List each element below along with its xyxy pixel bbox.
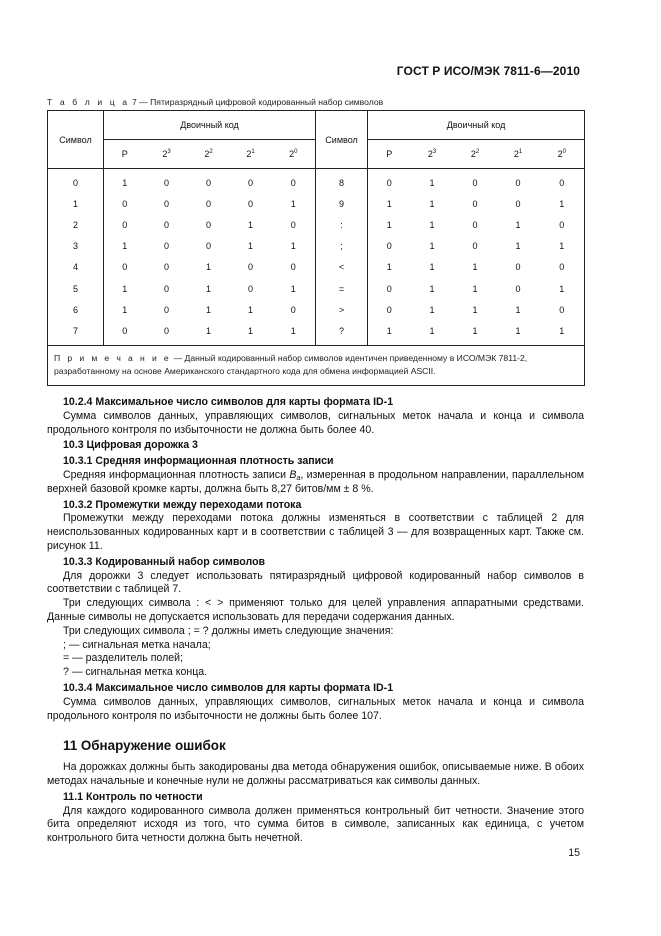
section-10-2-4-title: 10.2.4 Максимальное число символов для карты формата ID-1 <box>63 396 394 408</box>
bit-cell: 0 <box>515 283 521 294</box>
bit-cell: 0 <box>368 299 411 320</box>
bit-cell: 0 <box>515 177 521 188</box>
table-row <box>48 193 585 214</box>
density-variable: B <box>289 468 297 481</box>
table-caption <box>47 97 383 107</box>
bit-cell: 1 <box>429 219 435 230</box>
bit-cell: 0 <box>104 193 146 214</box>
bit-cell: 1 <box>104 169 146 194</box>
bit-cell: 0 <box>247 283 253 294</box>
bit-cell: 0 <box>247 262 253 273</box>
bit-cell: 0 <box>163 262 169 273</box>
table-row <box>48 320 585 345</box>
bit-cell: 1 <box>540 278 585 299</box>
bit-cell: 1 <box>515 241 521 252</box>
bit-cell: 1 <box>497 320 540 345</box>
bit-header-left-3: $2^1$ <box>230 140 272 169</box>
table-row <box>48 236 585 257</box>
symbol-cell: 8 <box>316 169 368 194</box>
bit-cell: 1 <box>429 304 435 315</box>
bit-cell: 0 <box>272 299 316 320</box>
table-note-word: П р и м е ч а н и е <box>54 352 172 363</box>
bit-cell: 1 <box>104 299 146 320</box>
bit-cell: 1 <box>411 320 454 345</box>
section-10-3-title: 10.3 Цифровая дорожка 3 <box>63 439 198 452</box>
bit-cell: 0 <box>205 198 211 209</box>
bit-cell: 0 <box>163 177 169 188</box>
symbol-cell: > <box>316 299 368 320</box>
section-11-1-text: Для каждого кодированного символа должен применяться контрольный бит четности. Значение этого бита определяют исходя из того, что сумма битов в символе, записанных как единица, с учетом контрольного бита четности должна быть нечетной. <box>47 804 584 845</box>
table-row <box>48 169 585 194</box>
symbol-cell: 9 <box>316 193 368 214</box>
bit-cell: 1 <box>230 320 272 345</box>
bit-cell: 0 <box>163 219 169 230</box>
bit-cell: 0 <box>205 219 211 230</box>
bit-cell: 0 <box>163 198 169 209</box>
bit-cell: 0 <box>515 262 521 273</box>
bit-cell: 0 <box>368 169 411 194</box>
section-10-3-3-title: 10.3.3 Кодированный набор символов <box>63 555 266 568</box>
bit-cell: 1 <box>429 177 435 188</box>
section-10-3-2-title: 10.3.2 Промежутки между переходами потока <box>63 498 302 511</box>
bit-cell: 0 <box>515 198 521 209</box>
table-caption-text: 7 — Пятиразрядный цифровой кодированный набор символов <box>129 97 384 107</box>
binary-code-table <box>47 110 585 386</box>
bit-cell: 1 <box>272 278 316 299</box>
bit-header-right-0: P <box>368 140 411 169</box>
bit-cell: 1 <box>540 236 585 257</box>
bit-cell: 0 <box>272 257 316 278</box>
bit-cell: 0 <box>472 177 478 188</box>
table-caption-word: Т а б л и ц а <box>47 97 130 107</box>
bit-cell: 0 <box>272 169 316 194</box>
symbol-cell: 4 <box>48 257 104 278</box>
section-11-1-title: 11.1 Контроль по четности <box>63 790 203 803</box>
bit-cell: 0 <box>104 257 146 278</box>
symbol-cell: : <box>316 214 368 235</box>
bit-cell: 1 <box>429 241 435 252</box>
table-row <box>48 299 585 320</box>
symbol-cell: < <box>316 257 368 278</box>
symbol-cell: 3 <box>48 236 104 257</box>
bit-cell: 1 <box>429 283 435 294</box>
bit-cell: 1 <box>368 320 411 345</box>
symbol-cell: 7 <box>48 320 104 345</box>
bit-header-left-2: $2^2$ <box>188 140 230 169</box>
list-item: ; — сигнальная метка начала; <box>63 638 211 651</box>
bit-cell: 1 <box>454 320 497 345</box>
bit-cell: 0 <box>540 257 585 278</box>
bit-cell: 1 <box>205 262 211 273</box>
bit-cell: 1 <box>540 320 585 345</box>
list-item: = — разделитель полей; <box>63 652 184 665</box>
section-11-text: На дорожках должны быть закодированы два метода обнаружения ошибок, описываемые ниже. В обоих методах начальные и конечные нули не должны рассматриваться как символы данных. <box>47 761 584 787</box>
symbol-cell: ; <box>316 236 368 257</box>
symbol-cell: 0 <box>48 169 104 194</box>
bit-cell: 1 <box>429 262 435 273</box>
header-symbol-left: Символ <box>48 111 104 169</box>
bit-cell: 1 <box>272 193 316 214</box>
bit-cell: 1 <box>472 283 478 294</box>
section-10-3-4-title: 10.3.4 Максимальное число символов для карты формата ID-1 <box>63 681 394 694</box>
bit-cell: 1 <box>247 304 253 315</box>
symbol-cell: 2 <box>48 214 104 235</box>
list-item: ? — сигнальная метка конца. <box>63 666 208 679</box>
bit-cell: 1 <box>472 262 478 273</box>
symbol-cell: 6 <box>48 299 104 320</box>
bit-cell: 1 <box>272 320 316 345</box>
bit-header-left-4: $2^0$ <box>272 140 316 169</box>
document-body <box>47 394 584 846</box>
bit-cell: 1 <box>368 214 411 235</box>
bit-cell: 1 <box>272 236 316 257</box>
bit-cell: 1 <box>515 219 521 230</box>
table-row <box>48 278 585 299</box>
bit-header-left-0: P <box>104 140 146 169</box>
bit-cell: 0 <box>272 214 316 235</box>
table-note <box>48 345 585 385</box>
header-binary-right: Двоичный код <box>368 111 585 140</box>
page-number: 15 <box>568 847 580 859</box>
header-binary-left: Двоичный код <box>104 111 316 140</box>
bit-cell: 0 <box>205 177 211 188</box>
section-10-3-1-title: 10.3.1 Средняя информационная плотность записи <box>63 455 334 468</box>
bit-cell: 0 <box>146 320 188 345</box>
symbol-cell: ? <box>316 320 368 345</box>
symbol-cell: 5 <box>48 278 104 299</box>
table-note-text: — Данный кодированный набор символов идентичен приведенному в ИСО/МЭК 7811-2, разработанному на основе Американского стандартного кода для обмена информацией ASCII. <box>54 352 528 376</box>
bit-cell: 0 <box>540 169 585 194</box>
section-10-3-3-text-2: Три следующих символа : < > применяют только для целей управления аппаратными средствами. Данные символы не допускается использовать для передачи содержания данных. <box>47 597 584 623</box>
bit-cell: 1 <box>368 193 411 214</box>
table-row <box>48 257 585 278</box>
bit-cell: 0 <box>104 214 146 235</box>
bit-cell: 0 <box>247 177 253 188</box>
bit-cell: 1 <box>368 257 411 278</box>
section-10-3-1-text: Средняя информационная плотность записи $B_a$, измеренная в продольном направлении, параллельном верхней базовой кромке карты, должна быть 8,27 битов/мм ± 8 %. <box>47 468 584 495</box>
bit-cell: 1 <box>429 198 435 209</box>
bit-cell: 0 <box>472 219 478 230</box>
bit-cell: 1 <box>472 304 478 315</box>
section-10-3-3-text-1: Для дорожки 3 следует использовать пятиразрядный цифровой кодированный набор символов в соответствии с таблицей 7. <box>47 569 584 596</box>
symbol-cell: = <box>316 278 368 299</box>
bit-cell: 1 <box>515 304 521 315</box>
bit-cell: 1 <box>247 241 253 252</box>
bit-header-right-3: $2^1$ <box>497 140 540 169</box>
bit-header-right-4: $2^0$ <box>540 140 585 169</box>
section-10-3-4-text: Сумма символов данных, управляющих символов, сигнальных меток начала и конца и символа продольного контроля по избыточности не должны быть более 107. <box>47 695 584 722</box>
bit-cell: 1 <box>104 278 146 299</box>
bit-cell: 0 <box>472 241 478 252</box>
table-row <box>48 214 585 235</box>
bit-cell: 0 <box>104 320 146 345</box>
document-id-header: ГОСТ Р ИСО/МЭК 7811-6—2010 <box>396 64 580 78</box>
bit-cell: 0 <box>247 198 253 209</box>
bit-cell: 0 <box>472 198 478 209</box>
section-11-title: 11 Обнаружение ошибок <box>63 738 226 754</box>
section-10-3-3-text-3: Три следующих символа ; = ? должны иметь следующие значения: <box>63 624 394 637</box>
bit-cell: 0 <box>368 278 411 299</box>
bit-cell: 1 <box>205 304 211 315</box>
bit-cell: 0 <box>163 304 169 315</box>
bit-cell: 0 <box>540 299 585 320</box>
bit-cell: 0 <box>163 241 169 252</box>
bit-cell: 0 <box>163 283 169 294</box>
bit-cell: 0 <box>540 214 585 235</box>
bit-cell: 1 <box>540 193 585 214</box>
bit-cell: 1 <box>188 320 230 345</box>
bit-cell: 1 <box>205 283 211 294</box>
bit-cell: 0 <box>368 236 411 257</box>
section-10-2-4-text: Сумма символов данных, управляющих символов, сигнальных меток начала и конца и символа продольного контроля по избыточности не должна быть более 40. <box>47 409 584 436</box>
bit-header-right-2: $2^2$ <box>454 140 497 169</box>
section-10-3-2-text: Промежутки между переходами потока должны изменяться в соответствии с таблицей 2 для неиспользованных кодированных карт и в соответствии с таблицей 3 — для возвращенных карт. Также см. рисунок 11. <box>47 512 584 552</box>
bit-header-right-1: $2^3$ <box>411 140 454 169</box>
header-symbol-right: Символ <box>316 111 368 169</box>
bit-cell: 1 <box>104 236 146 257</box>
bit-header-left-1: $2^3$ <box>146 140 188 169</box>
bit-cell: 1 <box>247 219 253 230</box>
symbol-cell: 1 <box>48 193 104 214</box>
bit-cell: 0 <box>205 241 211 252</box>
